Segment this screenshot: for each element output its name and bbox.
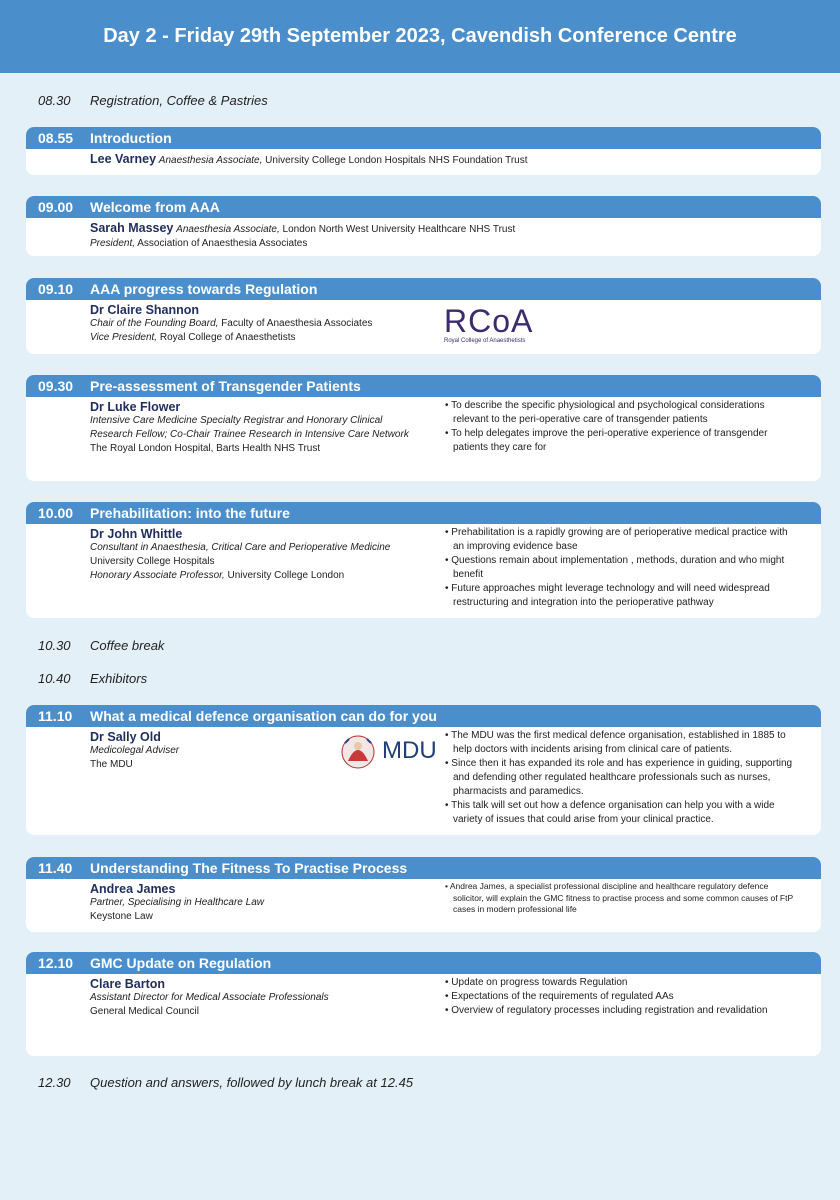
objective-item: • The MDU was the first medical defence organisation, established in 1885 to help doctors with incidents arising from clinical care of patients. — [445, 730, 786, 755]
session-title: Pre-assessment of Transgender Patients — [90, 378, 361, 394]
session-time: 09.00 — [38, 199, 74, 215]
session-body — [26, 879, 821, 924]
speaker-org-2: Association of Anaesthesia Associates — [137, 238, 308, 249]
session-time: 08.55 — [38, 130, 74, 146]
speaker-name: Sarah Massey — [90, 221, 174, 235]
speaker-org: London North West University Healthcare NHS Trust — [282, 224, 516, 235]
schedule-row-registration — [38, 93, 268, 108]
speaker-role: Partner, Specialising in Healthcare Law — [90, 897, 264, 908]
session-header — [26, 127, 821, 149]
speaker-org: The Royal London Hospital, Barts Health NHS Trust — [90, 443, 321, 454]
page-header — [0, 0, 840, 73]
speaker-role-2: Research Fellow; Co-Chair Trainee Research in Intensive Care Network — [90, 429, 409, 440]
speaker-role-2: President, — [90, 238, 136, 249]
session-title: Prehabilitation: into the future — [90, 505, 290, 521]
session-header — [26, 375, 821, 397]
speaker-line — [90, 221, 821, 237]
speaker-org: The MDU — [90, 759, 133, 770]
session-time: 09.30 — [38, 378, 74, 394]
speaker-role: Medicolegal Adviser — [90, 745, 180, 756]
time-label: 12.30 — [38, 1075, 71, 1090]
speaker-role: Assistant Director for Medical Associate Professionals — [90, 992, 329, 1003]
session-card-welcome — [26, 196, 821, 256]
session-body — [26, 524, 821, 608]
page-title: Day 2 - Friday 29th September 2023, Cavendish Conference Centre — [103, 25, 737, 47]
objective-item: • Questions remain about implementation , methods, duration and who might benefit — [445, 555, 785, 580]
objective-item: • Prehabilitation is a rapidly growing are of perioperative medical practice with an improving evidence base — [445, 527, 788, 552]
objective-item: • Since then it has expanded its role and has experience in guiding, supporting and defending other regulated healthcare professionals such as nurses, pharmacists and paramedics. — [445, 758, 793, 797]
rcoa-logo — [444, 304, 544, 348]
speaker-role: Chair of the Founding Board, — [90, 318, 219, 329]
speaker-role: Anaesthesia Associate, — [158, 155, 263, 166]
session-title: GMC Update on Regulation — [90, 955, 272, 971]
rcoa-logo-subtitle: Royal College of Anaesthetists — [444, 338, 526, 344]
speaker-name: Dr Claire Shannon — [90, 303, 200, 317]
speaker-org-2: Royal College of Anaesthetists — [159, 332, 296, 343]
session-time: 11.10 — [38, 708, 73, 724]
time-label: 08.30 — [38, 93, 71, 108]
session-card-prehabilitation — [26, 502, 821, 618]
speaker-org: General Medical Council — [90, 1006, 199, 1017]
speaker-role: Consultant in Anaesthesia, Critical Care and Perioperative Medicine — [90, 542, 391, 553]
objective-item: • Andrea James, a specialist professional discipline and healthcare regulatory defence solicitor, will explain the GMC fitness to practise process and some common causes of FtP cases in modern professional life — [445, 881, 793, 914]
session-title: AAA progress towards Regulation — [90, 281, 318, 297]
objective-item: • Overview of regulatory processes including registration and revalidation — [445, 1005, 768, 1016]
schedule-row-coffee-break — [38, 638, 164, 653]
session-header — [26, 857, 821, 879]
session-header — [26, 278, 821, 300]
speaker-name: Andrea James — [90, 882, 176, 896]
speaker-name: Dr Luke Flower — [90, 400, 181, 414]
session-body — [26, 149, 821, 168]
speaker-name: Clare Barton — [90, 977, 166, 991]
session-title: Introduction — [90, 130, 172, 146]
session-card-medical-defence — [26, 705, 821, 835]
session-card-introduction — [26, 127, 821, 175]
speaker-name: Dr Sally Old — [90, 730, 161, 744]
speaker-role-3: Honorary Associate Professor, — [90, 570, 225, 581]
speaker-org: University College London Hospitals NHS Foundation Trust — [265, 155, 528, 166]
session-body — [26, 974, 821, 1019]
schedule-row-questions-lunch — [38, 1075, 413, 1090]
session-body — [26, 300, 821, 345]
row-text: Question and answers, followed by lunch break at 12.45 — [90, 1075, 414, 1090]
row-text: Exhibitors — [90, 671, 148, 686]
session-time: 11.40 — [38, 860, 73, 876]
session-title: Welcome from AAA — [90, 199, 220, 215]
objective-item: • Expectations of the requirements of regulated AAs — [445, 991, 674, 1002]
session-body — [26, 218, 821, 251]
session-objectives — [445, 729, 795, 827]
session-body — [26, 397, 821, 456]
session-card-transgender — [26, 375, 821, 481]
rcoa-logo-text: RCoA — [444, 303, 534, 339]
session-objectives — [445, 881, 795, 916]
time-label: 10.30 — [38, 638, 71, 653]
session-card-fitness-to-practise — [26, 857, 821, 932]
session-time: 09.10 — [38, 281, 74, 297]
row-text: Registration, Coffee & Pastries — [90, 93, 268, 108]
speaker-org-3: University College London — [227, 570, 345, 581]
objective-item: • To describe the specific physiological and psychological considerations relevant to the peri-operative care of transgender patients — [445, 400, 765, 425]
session-header — [26, 502, 821, 524]
mdu-logo — [340, 733, 436, 771]
row-text: Coffee break — [90, 638, 165, 653]
speaker-org: Faculty of Anaesthesia Associates — [221, 318, 373, 329]
session-objectives — [445, 976, 795, 1018]
session-header — [26, 952, 821, 974]
session-header — [26, 196, 821, 218]
speaker-name: Dr John Whittle — [90, 527, 183, 541]
session-objectives — [445, 526, 795, 610]
speaker-name: Lee Varney — [90, 152, 157, 166]
session-card-regulation-progress — [26, 278, 821, 354]
session-time: 10.00 — [38, 505, 74, 521]
schedule-row-exhibitors — [38, 671, 147, 686]
session-body — [26, 727, 821, 825]
speaker-role: Intensive Care Medicine Specialty Registrar and Honorary Clinical — [90, 415, 383, 426]
speaker-org: Keystone Law — [90, 911, 153, 922]
objective-item: • Future approaches might leverage technology and will need widespread restructuring and integration into the perioperative pathway — [445, 583, 770, 608]
speaker-line — [90, 152, 821, 168]
time-label: 10.40 — [38, 671, 71, 686]
speaker-line-2 — [90, 237, 821, 251]
session-time: 12.10 — [38, 955, 74, 971]
session-title: What a medical defence organisation can do for you — [90, 708, 437, 724]
objective-item: • To help delegates improve the peri-operative experience of transgender patients they care for — [445, 428, 768, 453]
session-card-gmc-update — [26, 952, 821, 1056]
mdu-logo-text: MDU — [382, 737, 437, 764]
speaker-org: University College Hospitals — [90, 556, 215, 567]
objective-item: • Update on progress towards Regulation — [445, 977, 628, 988]
session-header — [26, 705, 821, 727]
speaker-role-2: Vice President, — [90, 332, 158, 343]
objective-item: • This talk will set out how a defence organisation can help you with a wide variety of issues that could arise from your clinical practice. — [445, 800, 775, 825]
session-title: Understanding The Fitness To Practise Process — [90, 860, 408, 876]
session-objectives — [445, 399, 795, 455]
speaker-role: Anaesthesia Associate, — [176, 224, 280, 235]
